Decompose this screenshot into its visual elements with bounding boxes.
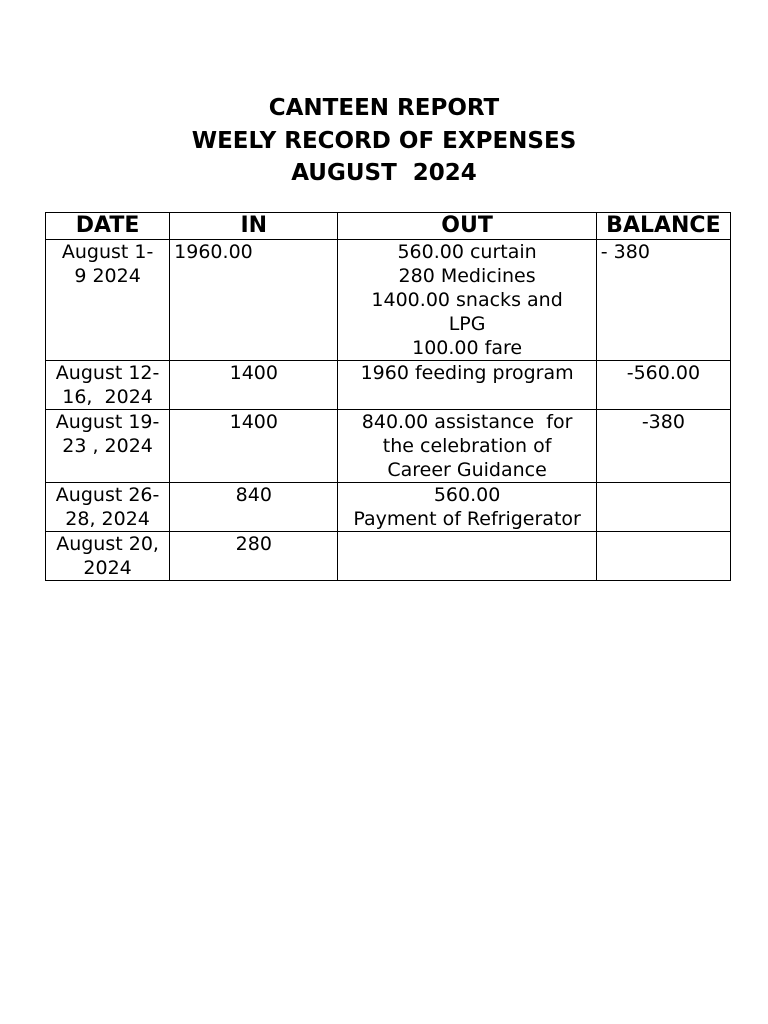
out-line: 1960 feeding program (360, 362, 574, 384)
date-cell (46, 240, 170, 361)
out-cell (338, 240, 596, 361)
table-row (46, 483, 731, 532)
table-row (46, 410, 731, 483)
out-line: Payment of Refrigerator (353, 508, 581, 530)
date-line: 28, 2024 (65, 508, 150, 530)
balance-cell: - 380 (596, 240, 730, 361)
date-cell (46, 483, 170, 532)
out-line: 100.00 fare (412, 337, 523, 359)
date-cell (46, 532, 170, 581)
in-cell: 840 (170, 483, 338, 532)
date-line: August 20, (56, 533, 159, 555)
in-cell: 1400 (170, 361, 338, 410)
header-in: IN (170, 213, 338, 240)
table-row (46, 361, 731, 410)
out-line: 560.00 curtain (397, 241, 537, 263)
expenses-table (45, 212, 731, 581)
balance-cell: -380 (596, 410, 730, 483)
date-line: 2024 (83, 557, 132, 579)
out-cell (338, 532, 596, 581)
title-line-report-name: CANTEEN REPORT (268, 95, 500, 121)
table-row (46, 532, 731, 581)
header-balance: BALANCE (596, 213, 730, 240)
out-line: Career Guidance (387, 459, 547, 481)
balance-cell (596, 532, 730, 581)
date-line: August 1- (61, 241, 154, 263)
date-line: 23 , 2024 (62, 435, 153, 457)
table-header-row (46, 213, 731, 240)
in-cell: 1960.00 (170, 240, 338, 361)
out-cell (338, 483, 596, 532)
out-line: 1400.00 snacks and (371, 289, 563, 311)
date-cell (46, 410, 170, 483)
title-line-period: AUGUST 2024 (291, 160, 477, 186)
title-line-record-type: WEELY RECORD OF EXPENSES (191, 127, 577, 154)
date-line: 16, 2024 (62, 386, 153, 408)
out-cell (338, 410, 596, 483)
date-cell (46, 361, 170, 410)
date-line: 9 2024 (74, 265, 141, 287)
balance-cell: -560.00 (596, 361, 730, 410)
in-cell: 280 (170, 532, 338, 581)
date-line: August 12- (55, 362, 160, 384)
out-line: 840.00 assistance for (361, 411, 573, 433)
header-date: DATE (46, 213, 170, 240)
out-cell (338, 361, 596, 410)
header-out: OUT (338, 213, 596, 240)
out-line: the celebration of (382, 435, 552, 457)
date-line: August 26- (55, 484, 160, 506)
out-line: 560.00 (433, 484, 501, 506)
date-line: August 19- (55, 411, 160, 433)
out-line: 280 Medicines (398, 265, 536, 287)
in-cell: 1400 (170, 410, 338, 483)
balance-cell (596, 483, 730, 532)
out-line: LPG (448, 313, 486, 335)
table-row (46, 240, 731, 361)
report-title (0, 92, 768, 190)
